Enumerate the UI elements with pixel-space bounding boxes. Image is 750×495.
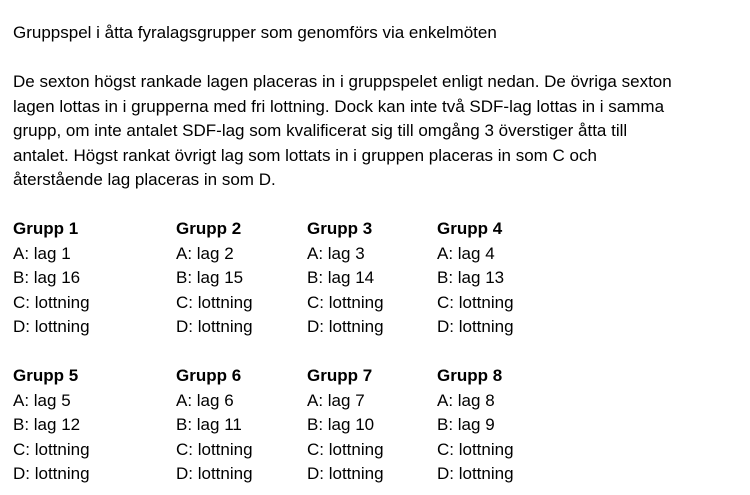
group-7	[307, 364, 437, 487]
group-5	[13, 364, 176, 487]
group-title: Grupp 3	[307, 219, 373, 238]
group-title: Grupp 5	[13, 366, 79, 385]
group-slot-b: B: lag 13	[437, 268, 505, 287]
group-slot-d: D: lottning	[307, 317, 384, 336]
group-slot-c: C: lottning	[437, 439, 514, 459]
group-slot-d: D: lottning	[437, 464, 514, 483]
paragraph-line: antalet. Högst rankat övrigt lag som lottats in i gruppen placeras in som C och	[13, 145, 597, 165]
paragraph-line: återstående lag placeras in som D.	[13, 170, 276, 189]
group-slot-a: A: lag 4	[437, 243, 495, 263]
group-slot-c: C: lottning	[176, 439, 253, 459]
paragraph-line: De sexton högst rankade lagen placeras in i gruppspelet enligt nedan. De övriga sexton	[13, 72, 672, 91]
groups-row-2	[13, 364, 738, 487]
group-slot-b: B: lag 11	[176, 415, 242, 434]
document-heading: Gruppspel i åtta fyralagsgrupper som genomförs via enkelmöten	[13, 23, 497, 42]
rules-paragraph	[13, 70, 738, 193]
group-slot-a: A: lag 2	[176, 243, 234, 263]
group-slot-d: D: lottning	[13, 464, 90, 483]
group-slot-c: C: lottning	[307, 439, 384, 459]
group-slot-b: B: lag 10	[307, 415, 375, 434]
group-slot-a: A: lag 7	[307, 390, 365, 410]
group-slot-d: D: lottning	[176, 317, 253, 336]
group-slot-c: C: lottning	[437, 292, 514, 312]
group-6	[176, 364, 307, 487]
group-slot-d: D: lottning	[13, 317, 90, 336]
group-2	[176, 217, 307, 340]
group-title: Grupp 6	[176, 366, 242, 385]
group-slot-c: C: lottning	[13, 292, 90, 312]
groups-row-1	[13, 217, 738, 340]
group-title: Grupp 2	[176, 219, 242, 238]
group-slot-b: B: lag 12	[13, 415, 81, 434]
group-title: Grupp 1	[13, 219, 79, 238]
group-slot-c: C: lottning	[307, 292, 384, 312]
paragraph-line: lagen lottas in i grupperna med fri lottning. Dock kan inte två SDF-lag lottas in i samma	[13, 96, 665, 116]
group-slot-a: A: lag 1	[13, 243, 71, 263]
group-slot-c: C: lottning	[13, 439, 90, 459]
group-title: Grupp 7	[307, 366, 373, 385]
group-slot-b: B: lag 15	[176, 268, 244, 287]
group-slot-d: D: lottning	[437, 317, 514, 336]
group-slot-b: B: lag 9	[437, 415, 495, 434]
group-slot-d: D: lottning	[176, 464, 253, 483]
group-8	[437, 364, 567, 487]
group-title: Grupp 4	[437, 219, 503, 238]
document-page	[13, 21, 738, 487]
group-slot-a: A: lag 3	[307, 243, 365, 263]
group-slot-a: A: lag 6	[176, 390, 234, 410]
group-slot-b: B: lag 16	[13, 268, 81, 287]
paragraph-line: grupp, om inte antalet SDF-lag som kvalificerat sig till omgång 3 överstiger åtta till	[13, 121, 628, 140]
group-3	[307, 217, 437, 340]
group-slot-b: B: lag 14	[307, 268, 375, 287]
group-slot-a: A: lag 8	[437, 390, 495, 410]
group-slot-c: C: lottning	[176, 292, 253, 312]
group-1	[13, 217, 176, 340]
group-4	[437, 217, 567, 340]
group-slot-d: D: lottning	[307, 464, 384, 483]
group-slot-a: A: lag 5	[13, 390, 71, 410]
group-title: Grupp 8	[437, 366, 503, 385]
